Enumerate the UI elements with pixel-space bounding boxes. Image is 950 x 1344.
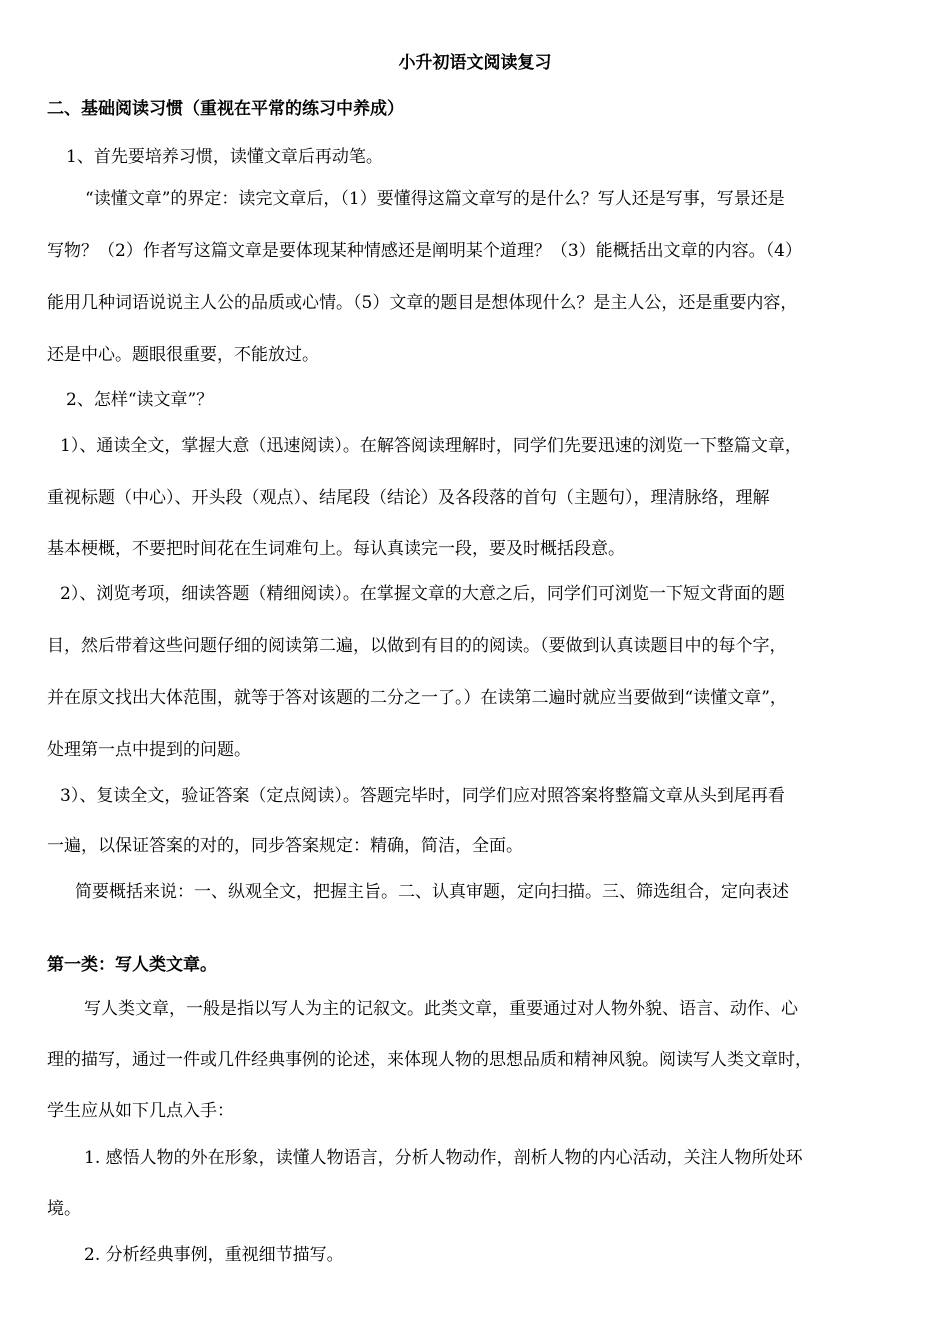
paragraph-line-text: 理的描写，通过一件或几件经典事例的论述，来体现人物的思想品质和精神风貌。阅读写人类文章时， bbox=[47, 1050, 812, 1070]
point-2-text: 2. 分析经典事例，重视细节描写。 bbox=[84, 1245, 344, 1265]
item-2-text: 2、怎样“读文章”？ bbox=[66, 390, 214, 410]
paragraph-line: 一遍，以保证答案的对的，同步答案规定：精确，简洁，全面。 bbox=[47, 836, 523, 856]
paragraph-line bbox=[47, 291, 907, 315]
paragraph-line-text: “读懂文章”的界定：读完文章后，（1）要懂得这篇文章写的是什么？写人还是写事，写景还是 bbox=[85, 189, 785, 209]
paragraph-line: 重视标题（中心）、开头段（观点）、结尾段（结论）及各段落的首句（主题句），理清脉络，理解 bbox=[47, 488, 770, 508]
paragraph-line: 3）、复读全文，验证答案（定点阅读）。答题完毕时，同学们应对照答案将整篇文章从头到尾再看 bbox=[60, 786, 785, 806]
paragraph-line: 还是中心。题眼很重要，不能放过。 bbox=[47, 345, 319, 365]
item-1-text: 1、首先要培养习惯，读懂文章后再动笔。 bbox=[66, 147, 383, 167]
summary-text: 简要概括来说：一、纵观全文，把握主旨。二、认真审题，定向扫描。三、筛选组合，定向表述 bbox=[75, 882, 789, 902]
paragraph-line: 1）、通读全文，掌握大意（迅速阅读）。在解答阅读理解时，同学们先要迅速的浏览一下整篇文章， bbox=[60, 436, 802, 456]
paragraph-line: 境。 bbox=[47, 1199, 81, 1219]
paragraph-line bbox=[84, 997, 907, 1021]
paragraph-line-text: 写物？（2）作者写这篇文章是要体现某种情感还是阐明某个道理？（3）能概括出文章的内容。（4） bbox=[47, 241, 802, 261]
paragraph-line: 1. 感悟人物的外在形象，读懂人物语言，分析人物动作，剖析人物的内心活动，关注人物所处环 bbox=[84, 1148, 803, 1168]
paragraph-line: 2）、浏览考项，细读答题（精细阅读）。在掌握文章的大意之后，同学们可浏览一下短文背面的题 bbox=[60, 584, 785, 604]
section-heading-basic-reading-habits: 二、基础阅读习惯（重视在平常的练习中养成） bbox=[47, 99, 404, 119]
paragraph-line bbox=[47, 1048, 907, 1072]
paragraph-line: 学生应从如下几点入手： bbox=[47, 1101, 234, 1121]
paragraph-line: 处理第一点中提到的问题。 bbox=[47, 740, 251, 760]
category-1-heading: 第一类：写人类文章。 bbox=[47, 955, 217, 975]
document-title: 小升初语文阅读复习 bbox=[398, 53, 552, 73]
paragraph-line-text: 能用几种词语说说主人公的品质或心情。（5）文章的题目是想体现什么？是主人公，还是重要内容， bbox=[47, 293, 798, 313]
paragraph-line: 基本梗概，不要把时间花在生词难句上。每认真读完一段，要及时概括段意。 bbox=[47, 539, 625, 559]
paragraph-line bbox=[85, 187, 907, 211]
paragraph-line: 并在原文找出大体范围，就等于答对该题的二分之一了。）在读第二遍时就应当要做到“读懂文章”， bbox=[47, 688, 787, 708]
paragraph-line bbox=[47, 239, 907, 263]
paragraph-line: 目，然后带着这些问题仔细的阅读第二遍，以做到有目的的阅读。（要做到认真读题目中的每个字， bbox=[47, 636, 787, 656]
paragraph-line-text: 写人类文章，一般是指以写人为主的记叙文。此类文章，重要通过对人物外貌、语言、动作、心 bbox=[84, 999, 798, 1019]
